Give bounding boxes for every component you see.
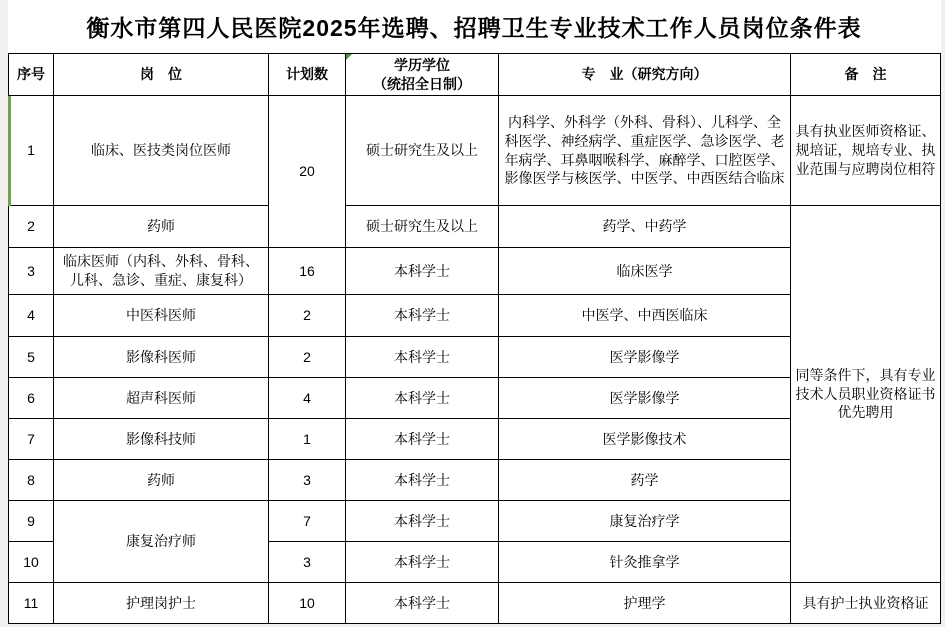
cell-education: 本科学士 [346, 460, 499, 501]
header-remarks: 备 注 [791, 54, 941, 96]
cell-major: 康复治疗学 [499, 501, 791, 542]
header-planned: 计划数 [269, 54, 346, 96]
cell-position: 影像科医师 [54, 337, 269, 378]
cell-education: 本科学士 [346, 501, 499, 542]
cell-education: 硕士研究生及以上 [346, 96, 499, 206]
cell-position: 药师 [54, 460, 269, 501]
header-position: 岗 位 [54, 54, 269, 96]
cell-index: 1 [9, 96, 54, 206]
cell-index: 7 [9, 419, 54, 460]
cell-major: 医学影像学 [499, 378, 791, 419]
cell-major: 医学影像技术 [499, 419, 791, 460]
cell-index: 3 [9, 248, 54, 295]
cell-index: 6 [9, 378, 54, 419]
cell-remarks-merged: 同等条件下，具有专业技术人员职业资格证书优先聘用 [791, 206, 941, 583]
cell-education: 本科学士 [346, 295, 499, 337]
cell-position: 药师 [54, 206, 269, 248]
cell-education: 本科学士 [346, 337, 499, 378]
cell-position: 影像科技师 [54, 419, 269, 460]
cell-education: 本科学士 [346, 248, 499, 295]
header-index: 序号 [9, 54, 54, 96]
cell-flag-icon [346, 54, 352, 60]
cell-planned: 1 [269, 419, 346, 460]
header-education [346, 54, 499, 96]
cell-major: 护理学 [499, 583, 791, 624]
cell-education: 本科学士 [346, 583, 499, 624]
cell-planned: 2 [269, 337, 346, 378]
job-conditions-table [8, 53, 941, 624]
cell-position: 护理岗护士 [54, 583, 269, 624]
cell-index: 11 [9, 583, 54, 624]
cell-index: 5 [9, 337, 54, 378]
page-title: 衡水市第四人民医院2025年选聘、招聘卫生专业技术工作人员岗位条件表 [86, 14, 862, 41]
cell-major: 医学影像学 [499, 337, 791, 378]
cell-education: 硕士研究生及以上 [346, 206, 499, 248]
cell-education: 本科学士 [346, 378, 499, 419]
cell-planned: 16 [269, 248, 346, 295]
header-education-line1: 学历学位 [394, 56, 450, 73]
selection-accent-line [8, 96, 11, 206]
table-header-row [9, 54, 941, 96]
cell-index: 4 [9, 295, 54, 337]
cell-planned: 7 [269, 501, 346, 542]
cell-index: 8 [9, 460, 54, 501]
cell-planned-merged: 20 [269, 96, 346, 248]
cell-major: 中医学、中西医临床 [499, 295, 791, 337]
cell-major: 药学 [499, 460, 791, 501]
table-row [9, 583, 941, 624]
cell-major: 药学、中药学 [499, 206, 791, 248]
cell-major: 内科学、外科学（外科、骨科）、儿科学、全科医学、神经病学、重症医学、急诊医学、老年病学、耳鼻咽喉科学、麻醉学、口腔医学、影像医学与核医学、中医学、中西医结合临床 [499, 96, 791, 206]
cell-position: 中医科医师 [54, 295, 269, 337]
cell-remarks: 具有执业医师资格证、规培证，规培专业、执业范围与应聘岗位相符 [791, 96, 941, 206]
table-row [9, 96, 941, 206]
cell-position: 临床、医技类岗位医师 [54, 96, 269, 206]
cell-planned: 3 [269, 542, 346, 583]
header-education-line2: （统招全日制） [373, 75, 471, 92]
cell-planned: 3 [269, 460, 346, 501]
header-major: 专 业（研究方向） [499, 54, 791, 96]
cell-planned: 4 [269, 378, 346, 419]
cell-index: 2 [9, 206, 54, 248]
cell-planned: 10 [269, 583, 346, 624]
cell-index: 9 [9, 501, 54, 542]
cell-planned: 2 [269, 295, 346, 337]
cell-education: 本科学士 [346, 542, 499, 583]
cell-major: 临床医学 [499, 248, 791, 295]
cell-remarks: 具有护士执业资格证 [791, 583, 941, 624]
cell-position-merged: 康复治疗师 [54, 501, 269, 583]
table-row [9, 206, 941, 248]
cell-index: 10 [9, 542, 54, 583]
cell-major: 针灸推拿学 [499, 542, 791, 583]
cell-education: 本科学士 [346, 419, 499, 460]
cell-position: 临床医师（内科、外科、骨科、儿科、急诊、重症、康复科） [54, 248, 269, 295]
cell-position: 超声科医师 [54, 378, 269, 419]
